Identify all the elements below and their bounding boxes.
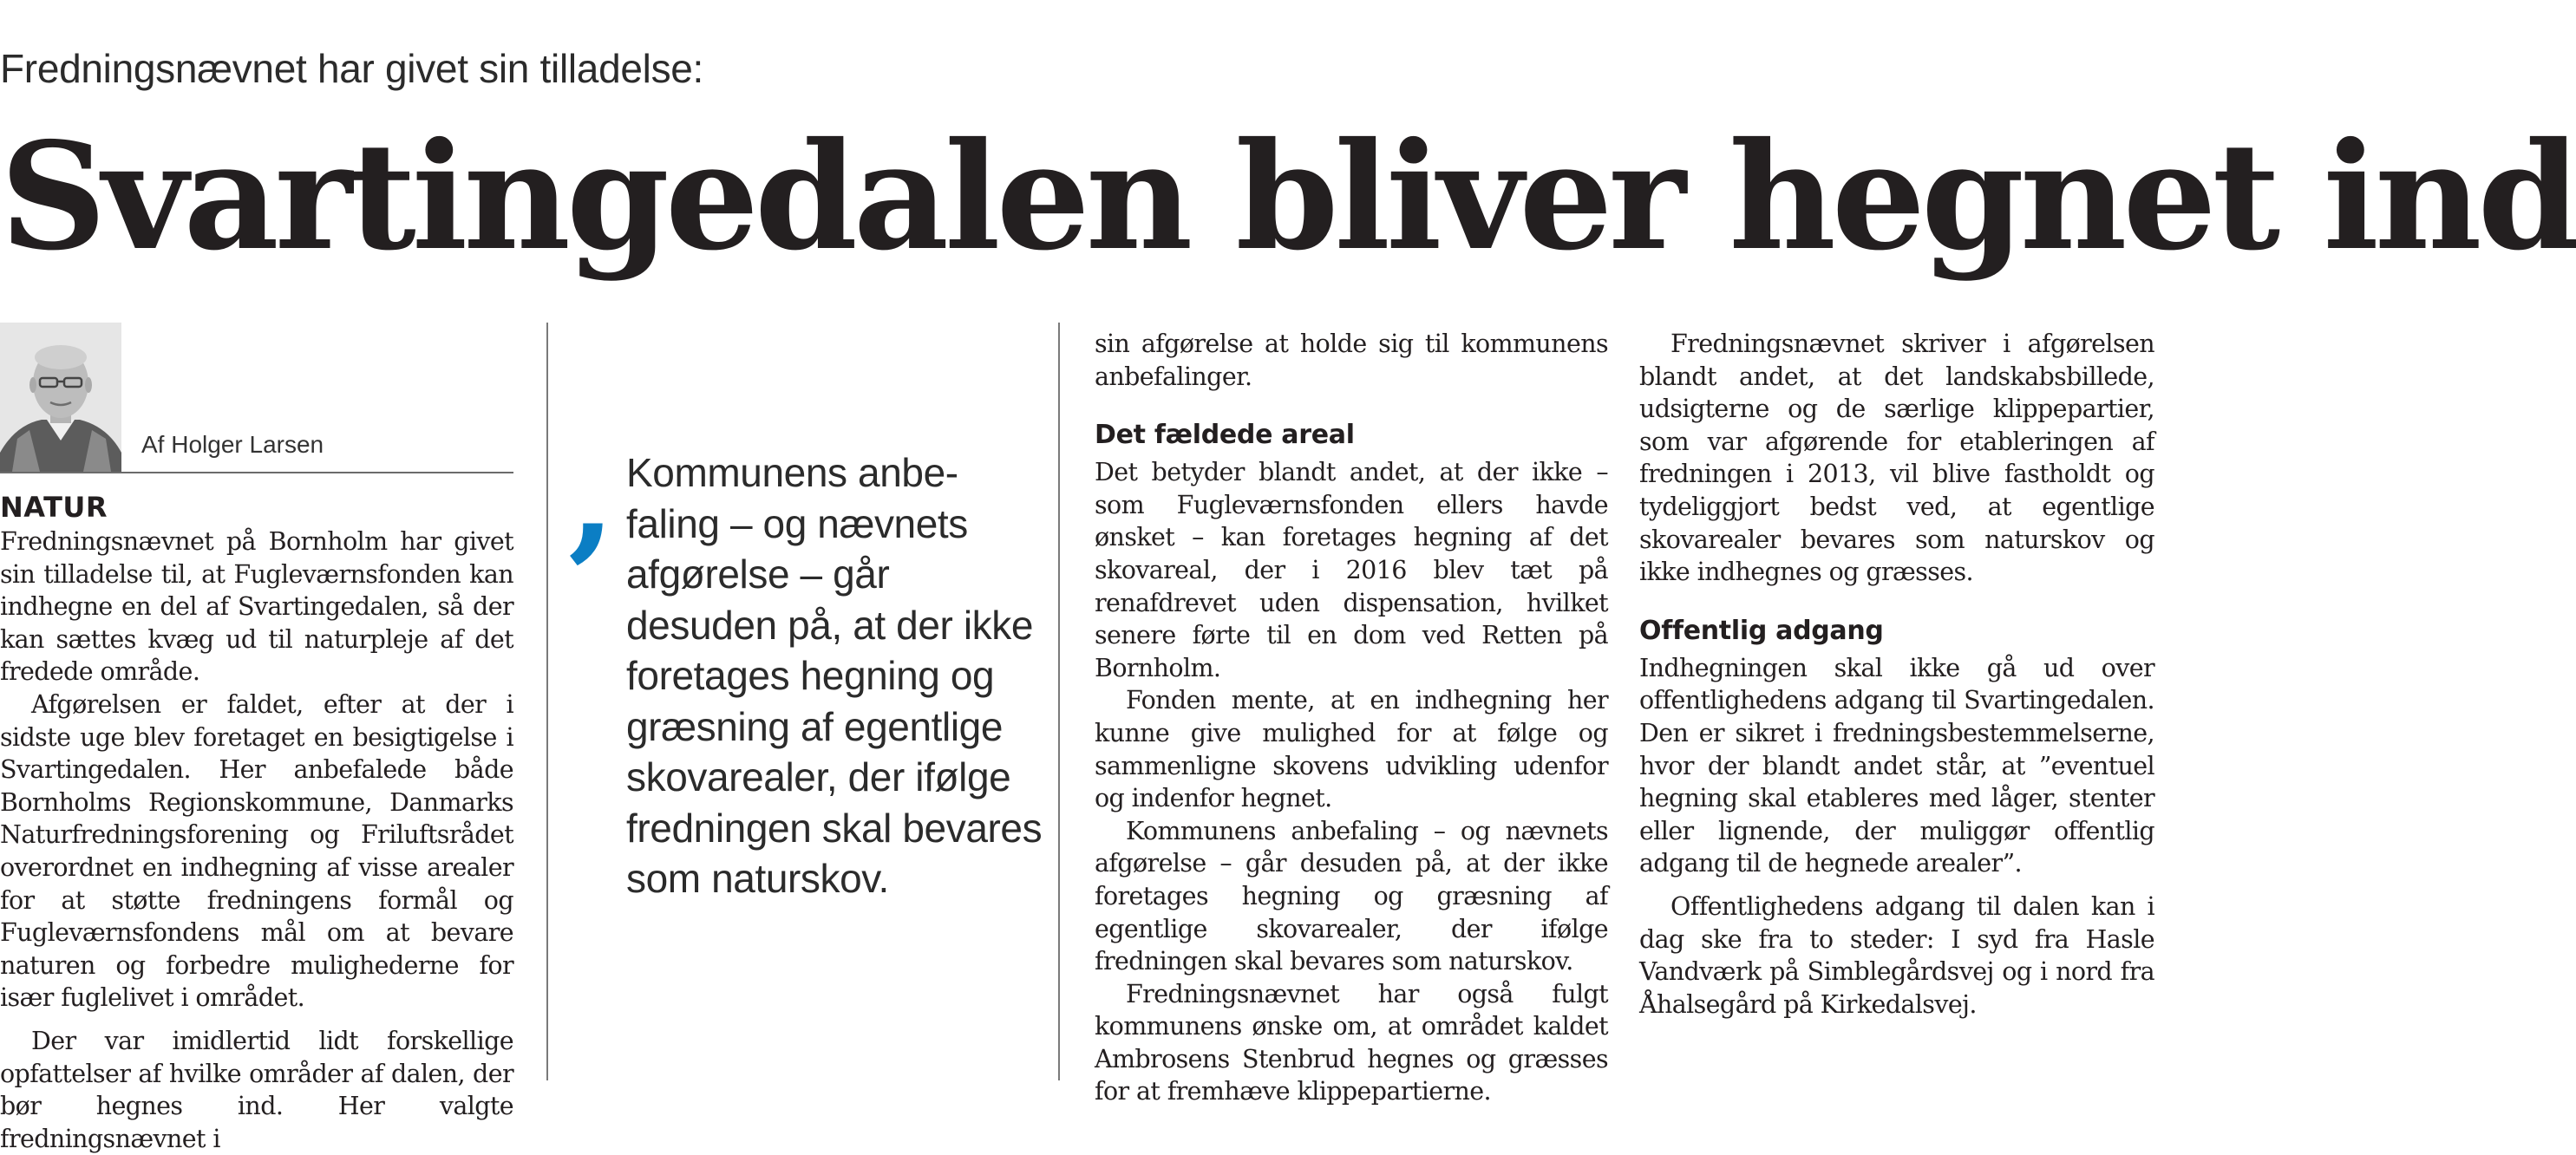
paragraph: Kommunens anbefaling – og nævnets afgørelse – går desuden på, at der ikke foretages hegning og græsning af egentlige skovarealer, der ifølge fredningen skal bevares som naturskov. xyxy=(1095,816,1608,976)
column-divider xyxy=(546,323,548,1080)
body-column-4 xyxy=(1639,328,2154,1021)
section-label: NATUR xyxy=(0,491,108,524)
paragraph: Fredningsnævnet har også fulgt kommunens ønske om, at området kaldet Ambrosens Stenbrud hegnes og græsses for at fremhæve klippepartierne. xyxy=(1095,979,1608,1106)
paragraph: Indhegningen skal ikke gå ud over offentlighedens adgang til Svartingedalen. Den er sikret i fredningsbestemmelserne, hvor der blandt andet står, at ”eventuel hegning skal etableres med låger, stenter eller lignende, der muliggør offentlig adgang til de hegnede arealer”. xyxy=(1639,653,2154,878)
pull-quote-line: skovarealer, der ifølge xyxy=(626,754,1011,799)
headline: Svartingedalen bliver hegnet ind xyxy=(0,110,2576,284)
pull-quote-line: desuden på, at der ikke xyxy=(626,602,1034,648)
pull-quote-line: Kommunens anbe- xyxy=(626,450,958,495)
column-divider xyxy=(1058,323,1060,1080)
pull-quote-line: som naturskov. xyxy=(626,856,889,901)
subheading: Det fældede areal xyxy=(1095,420,1355,451)
pull-quote xyxy=(626,447,1043,904)
pull-quote-line: foretages hegning og xyxy=(626,653,995,698)
byline-divider xyxy=(0,472,513,473)
paragraph: Der var imidlertid lidt forskellige opfattelser af hvilke områder af dalen, der bør hegnes ind. Her valgte fredningsnævnet i xyxy=(0,1026,513,1153)
subheading: Offentlig adgang xyxy=(1639,615,1884,646)
byline: Af Holger Larsen xyxy=(141,431,324,458)
quote-mark-icon: ‚ xyxy=(566,408,618,582)
body-column-3 xyxy=(1095,328,1608,1108)
paragraph: Fredningsnævnet skriver i afgørelsen blandt andet, at det landskabsbillede, udsigterne og de særlige klippepartier, som var afgørende for etableringen af fredningen i 2013, vil blive fastholdt og tydeliggjort bedst ved, at egentlige skovarealer bevares som naturskov og ikke indhegnes og græsses. xyxy=(1639,330,2154,587)
paragraph: Offentlighedens adgang til dalen kan i dag ske fra to steder: I syd fra Hasle Vandværk på Simblegårdsvej og i nord fra Åhalsegård på Kirkedalsvej. xyxy=(1639,891,2154,1019)
paragraph: Fredningsnævnet på Bornholm har givet sin tilladelse til, at Fugleværnsfonden kan indhegne en del af Svartingedalen, så der kan sættes kvæg ud til naturpleje af det fredede område. xyxy=(0,527,513,687)
paragraph: Fonden mente, at en indhegning her kunne give mulighed for at følge og sammenligne skovens udvikling udenfor og indenfor hegnet. xyxy=(1095,686,1608,813)
pull-quote-line: afgørelse – går xyxy=(626,551,890,597)
paragraph: Afgørelsen er faldet, efter at der i sidste uge blev foretaget en besigtigelse i Svartingedalen. Her anbefalede både Bornholms Regionskommune, Danmarks Naturfredningsforening og Friluftsrådet overordnet en indhegning af visse arealer for at støtte fredningens formål og Fugleværnsfondens mål om at bevare naturen og forbedre mulighederne for især fuglelivet i området. xyxy=(0,689,513,1013)
paragraph: sin afgørelse at holde sig til kommunens anbefalinger. xyxy=(1095,330,1608,391)
author-photo xyxy=(0,323,121,472)
pull-quote-line: fredningen skal bevares xyxy=(626,805,1043,851)
pull-quote-line: faling – og nævnets xyxy=(626,500,968,546)
paragraph: Det betyder blandt andet, at der ikke – som Fugleværnsfonden ellers havde ønsket – kan foretages hegning af det skovareal, der i 2016 blev tæt på renafdrevet uden dispensation, hvilket senere førte til en dom ved Retten på Bornholm. xyxy=(1095,458,1608,682)
kicker: Fredningsnævnet har givet sin tilladelse: xyxy=(0,46,704,91)
author-portrait-image xyxy=(0,323,121,472)
pull-quote-line: græsning af egentlige xyxy=(626,703,1004,749)
body-column-1 xyxy=(0,525,513,1155)
